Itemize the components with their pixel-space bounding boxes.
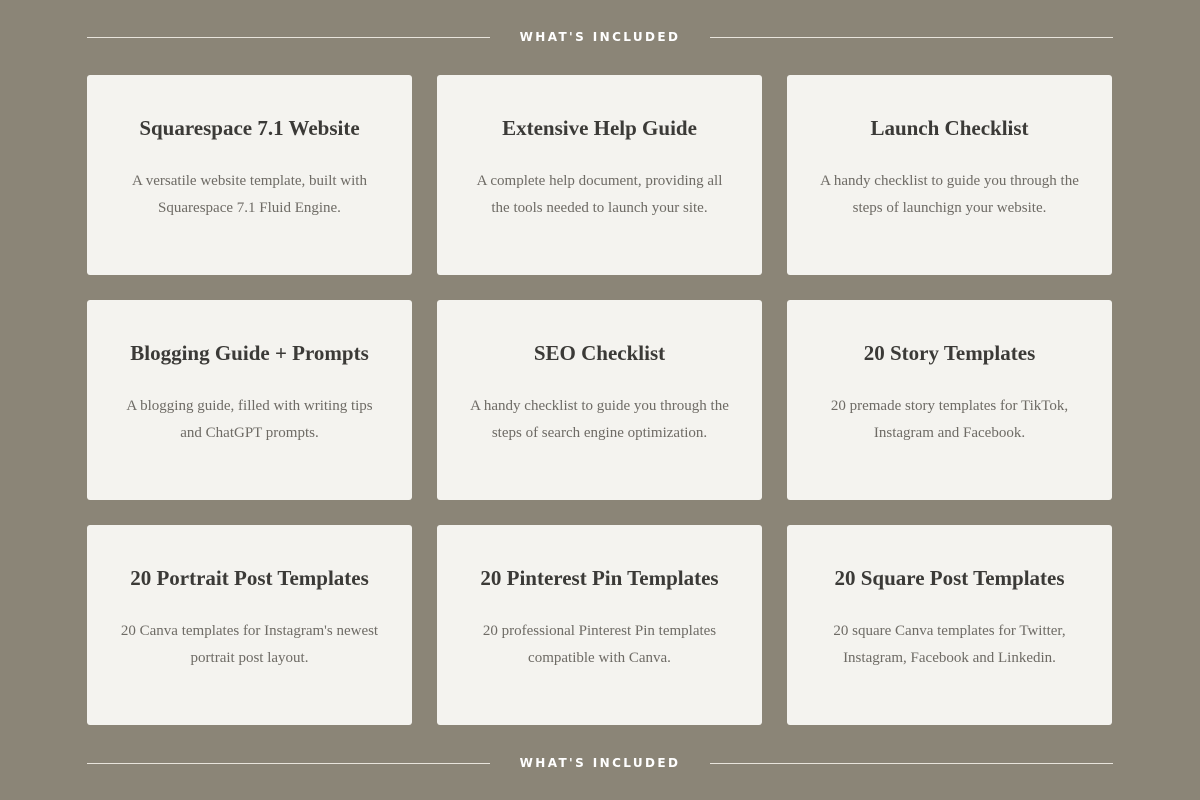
- card-title: Extensive Help Guide: [502, 116, 697, 140]
- divider-line-right: [710, 763, 1113, 764]
- card-title: 20 Pinterest Pin Templates: [480, 566, 719, 590]
- card-description: A complete help document, providing all the tools needed to launch your site.: [476, 173, 723, 216]
- card-title: SEO Checklist: [533, 341, 666, 365]
- feature-card-launch-checklist: [787, 75, 1112, 275]
- feature-card-story-templates: [787, 300, 1112, 500]
- footer-divider: [87, 753, 1113, 773]
- card-description: A handy checklist to guide you through the steps of launchign your website.: [820, 173, 1079, 216]
- card-description: 20 professional Pinterest Pin templates compatible with Canva.: [482, 623, 717, 666]
- card-description: A handy checklist to guide you through the steps of search engine optimization.: [470, 398, 729, 441]
- card-description: 20 Canva templates for Instagram's newest portrait post layout.: [120, 623, 379, 666]
- divider-line-right: [710, 37, 1113, 38]
- card-description: 20 square Canva templates for Twitter, Instagram, Facebook and Linkedin.: [833, 623, 1066, 666]
- card-description: 20 premade story templates for TikTok, Instagram and Facebook.: [830, 398, 1069, 441]
- card-title: 20 Story Templates: [863, 341, 1036, 365]
- card-description: A blogging guide, filled with writing tips and ChatGPT prompts.: [126, 398, 373, 441]
- feature-card-square-templates: [787, 525, 1112, 725]
- card-title: Launch Checklist: [870, 116, 1029, 140]
- feature-card-pinterest-templates: [437, 525, 762, 725]
- feature-card-portrait-templates: [87, 525, 412, 725]
- card-description: A versatile website template, built with Squarespace 7.1 Fluid Engine.: [132, 173, 367, 216]
- feature-card-help-guide: [437, 75, 762, 275]
- divider-line-left: [87, 763, 490, 764]
- header-divider: [87, 27, 1113, 47]
- card-title: 20 Portrait Post Templates: [130, 566, 369, 590]
- divider-line-left: [87, 37, 490, 38]
- section-heading: WHAT'S INCLUDED: [519, 30, 681, 44]
- feature-card-blogging-guide: [87, 300, 412, 500]
- card-title: Squarespace 7.1 Website: [139, 116, 360, 140]
- card-title: Blogging Guide + Prompts: [130, 341, 369, 365]
- features-grid: [87, 75, 1113, 725]
- section-footer-heading: WHAT'S INCLUDED: [519, 756, 681, 770]
- feature-card-seo-checklist: [437, 300, 762, 500]
- card-title: 20 Square Post Templates: [834, 566, 1065, 590]
- feature-card-website: [87, 75, 412, 275]
